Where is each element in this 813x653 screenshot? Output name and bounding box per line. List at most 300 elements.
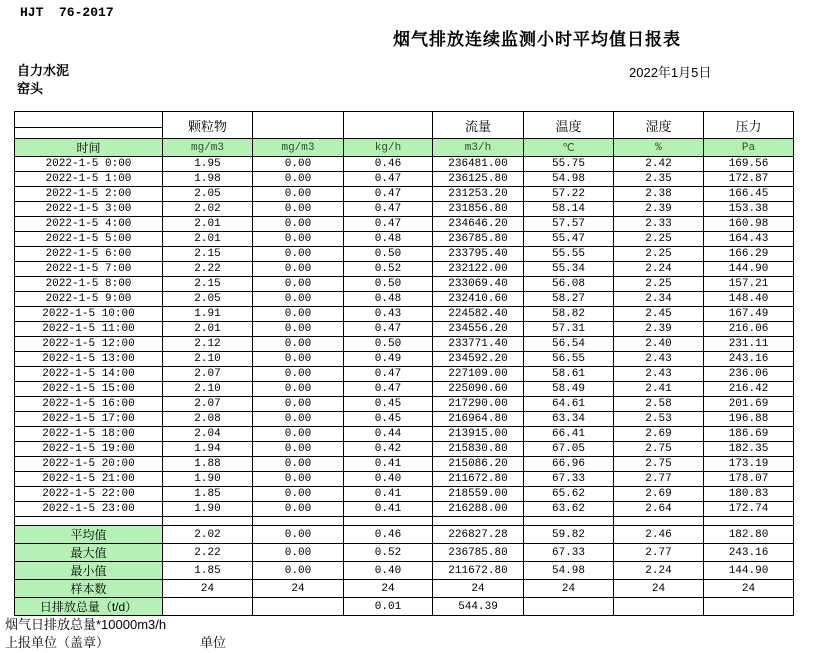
value-cell: 1.90	[163, 502, 253, 517]
value-cell: 236481.00	[433, 157, 524, 172]
value-cell: 216288.00	[433, 502, 524, 517]
value-cell: 233771.40	[433, 337, 524, 352]
value-cell: 232410.60	[433, 292, 524, 307]
table-row	[15, 217, 794, 232]
value-cell: 57.57	[524, 217, 614, 232]
value-cell: 234592.20	[433, 352, 524, 367]
summary-row	[15, 580, 794, 598]
table-row	[15, 337, 794, 352]
param-header-humidity: 湿度	[614, 112, 704, 139]
value-cell: 2.43	[614, 367, 704, 382]
value-cell: 0.41	[344, 457, 433, 472]
value-cell: 2.15	[163, 247, 253, 262]
value-cell: 0.00	[253, 187, 344, 202]
table-header	[15, 112, 794, 157]
value-cell: 0.00	[253, 442, 344, 457]
value-cell: 0.00	[253, 427, 344, 442]
value-cell: 1.95	[163, 157, 253, 172]
value-cell: 2.25	[614, 247, 704, 262]
value-cell: 0.41	[344, 487, 433, 502]
value-cell: 216.42	[704, 382, 794, 397]
time-cell: 2022-1-5 23:00	[15, 502, 163, 517]
value-cell: 2.77	[614, 472, 704, 487]
value-cell: 1.91	[163, 307, 253, 322]
time-cell: 2022-1-5 18:00	[15, 427, 163, 442]
table-row	[15, 427, 794, 442]
value-cell: 2.45	[614, 307, 704, 322]
table-row	[15, 352, 794, 367]
time-cell: 2022-1-5 10:00	[15, 307, 163, 322]
value-cell: 216964.80	[433, 412, 524, 427]
summary-row	[15, 544, 794, 562]
company-name: 自力水泥	[17, 63, 70, 78]
unit-header-1: mg/m3	[253, 139, 344, 157]
value-cell: 172.74	[704, 502, 794, 517]
value-cell: 169.56	[704, 157, 794, 172]
value-cell: 2.24	[614, 262, 704, 277]
value-cell: 153.38	[704, 202, 794, 217]
summary-value-cell: 2.02	[163, 526, 253, 544]
value-cell: 216.06	[704, 322, 794, 337]
value-cell: 56.55	[524, 352, 614, 367]
summary-value-cell	[253, 598, 344, 616]
value-cell: 0.00	[253, 397, 344, 412]
time-cell: 2022-1-5 21:00	[15, 472, 163, 487]
table-row	[15, 232, 794, 247]
time-cell: 2022-1-5 15:00	[15, 382, 163, 397]
table-row	[15, 157, 794, 172]
value-cell: 0.47	[344, 172, 433, 187]
time-cell: 2022-1-5 3:00	[15, 202, 163, 217]
value-cell: 2.10	[163, 352, 253, 367]
value-cell: 58.82	[524, 307, 614, 322]
value-cell: 2.43	[614, 352, 704, 367]
standard-code: HJT 76-2017	[20, 5, 114, 20]
value-cell: 160.98	[704, 217, 794, 232]
summary-label: 平均值	[15, 526, 163, 544]
value-cell: 54.98	[524, 172, 614, 187]
time-cell: 2022-1-5 9:00	[15, 292, 163, 307]
time-cell: 2022-1-5 19:00	[15, 442, 163, 457]
summary-value-cell: 211672.80	[433, 562, 524, 580]
value-cell: 55.55	[524, 247, 614, 262]
spacer-cell	[704, 517, 794, 526]
station-name: 窑头	[17, 81, 44, 96]
value-cell: 231253.20	[433, 187, 524, 202]
value-cell: 0.42	[344, 442, 433, 457]
value-cell: 2.64	[614, 502, 704, 517]
value-cell: 67.05	[524, 442, 614, 457]
value-cell: 56.54	[524, 337, 614, 352]
spacer-cell	[253, 517, 344, 526]
value-cell: 57.22	[524, 187, 614, 202]
value-cell: 1.85	[163, 487, 253, 502]
spacer-cell	[524, 517, 614, 526]
value-cell: 217290.00	[433, 397, 524, 412]
summary-value-cell: 144.90	[704, 562, 794, 580]
spacer-cell	[614, 517, 704, 526]
value-cell: 234556.20	[433, 322, 524, 337]
value-cell: 2.05	[163, 292, 253, 307]
value-cell: 2.02	[163, 202, 253, 217]
summary-value-cell: 0.00	[253, 544, 344, 562]
value-cell: 0.49	[344, 352, 433, 367]
time-cell: 2022-1-5 20:00	[15, 457, 163, 472]
time-cell: 2022-1-5 11:00	[15, 322, 163, 337]
value-cell: 2.39	[614, 202, 704, 217]
value-cell: 55.75	[524, 157, 614, 172]
summary-value-cell: 2.24	[614, 562, 704, 580]
value-cell: 0.00	[253, 172, 344, 187]
value-cell: 55.34	[524, 262, 614, 277]
value-cell: 0.00	[253, 412, 344, 427]
value-cell: 236.06	[704, 367, 794, 382]
value-cell: 1.98	[163, 172, 253, 187]
summary-value-cell	[614, 598, 704, 616]
value-cell: 213915.00	[433, 427, 524, 442]
value-cell: 231856.80	[433, 202, 524, 217]
value-cell: 0.00	[253, 472, 344, 487]
value-cell: 2.33	[614, 217, 704, 232]
value-cell: 0.47	[344, 202, 433, 217]
value-cell: 224582.40	[433, 307, 524, 322]
summary-value-cell	[163, 598, 253, 616]
value-cell: 2.39	[614, 322, 704, 337]
time-cell: 2022-1-5 16:00	[15, 397, 163, 412]
value-cell: 0.41	[344, 502, 433, 517]
value-cell: 1.90	[163, 472, 253, 487]
table-row	[15, 397, 794, 412]
table-row	[15, 172, 794, 187]
value-cell: 2.41	[614, 382, 704, 397]
value-cell: 0.00	[253, 457, 344, 472]
value-cell: 0.47	[344, 367, 433, 382]
value-cell: 2.25	[614, 277, 704, 292]
value-cell: 2.05	[163, 187, 253, 202]
value-cell: 211672.80	[433, 472, 524, 487]
time-header-cell: 时间	[15, 139, 163, 157]
value-cell: 232122.00	[433, 262, 524, 277]
summary-value-cell: 24	[163, 580, 253, 598]
value-cell: 215830.80	[433, 442, 524, 457]
summary-value-cell: 2.22	[163, 544, 253, 562]
value-cell: 0.00	[253, 202, 344, 217]
value-cell: 0.00	[253, 487, 344, 502]
value-cell: 0.00	[253, 277, 344, 292]
value-cell: 2.53	[614, 412, 704, 427]
unit-header-0: mg/m3	[163, 139, 253, 157]
table-row	[15, 292, 794, 307]
value-cell: 178.07	[704, 472, 794, 487]
time-cell: 2022-1-5 13:00	[15, 352, 163, 367]
time-cell: 2022-1-5 14:00	[15, 367, 163, 382]
value-cell: 2.75	[614, 442, 704, 457]
value-cell: 64.61	[524, 397, 614, 412]
summary-value-cell: 2.46	[614, 526, 704, 544]
value-cell: 0.47	[344, 382, 433, 397]
value-cell: 0.00	[253, 262, 344, 277]
value-cell: 157.21	[704, 277, 794, 292]
value-cell: 0.47	[344, 217, 433, 232]
unit-header-3: m3/h	[433, 139, 524, 157]
value-cell: 2.07	[163, 367, 253, 382]
summary-label: 最小值	[15, 562, 163, 580]
unit-header-5: %	[614, 139, 704, 157]
summary-value-cell: 24	[253, 580, 344, 598]
value-cell: 0.00	[253, 217, 344, 232]
unit-header-4: ℃	[524, 139, 614, 157]
value-cell: 0.45	[344, 397, 433, 412]
table-row	[15, 187, 794, 202]
summary-value-cell: 236785.80	[433, 544, 524, 562]
value-cell: 2.69	[614, 427, 704, 442]
summary-value-cell: 1.85	[163, 562, 253, 580]
value-cell: 144.90	[704, 262, 794, 277]
unit-header-2: kg/h	[344, 139, 433, 157]
time-header-top-cell	[15, 112, 163, 128]
value-cell: 67.33	[524, 472, 614, 487]
summary-value-cell: 0.46	[344, 526, 433, 544]
value-cell: 63.34	[524, 412, 614, 427]
table-row	[15, 277, 794, 292]
value-cell: 0.50	[344, 337, 433, 352]
spacer-row	[15, 517, 794, 526]
value-cell: 0.43	[344, 307, 433, 322]
summary-value-cell: 2.77	[614, 544, 704, 562]
value-cell: 2.01	[163, 232, 253, 247]
value-cell: 66.96	[524, 457, 614, 472]
value-cell: 180.83	[704, 487, 794, 502]
value-cell: 201.69	[704, 397, 794, 412]
time-cell: 2022-1-5 12:00	[15, 337, 163, 352]
value-cell: 148.40	[704, 292, 794, 307]
value-cell: 2.75	[614, 457, 704, 472]
time-cell: 2022-1-5 22:00	[15, 487, 163, 502]
value-cell: 173.19	[704, 457, 794, 472]
value-cell: 2.38	[614, 187, 704, 202]
unit-header-6: Pa	[704, 139, 794, 157]
table-row	[15, 412, 794, 427]
value-cell: 227109.00	[433, 367, 524, 382]
summary-value-cell: 67.33	[524, 544, 614, 562]
value-cell: 196.88	[704, 412, 794, 427]
value-cell: 186.69	[704, 427, 794, 442]
value-cell: 2.34	[614, 292, 704, 307]
value-cell: 172.87	[704, 172, 794, 187]
param-header-row	[15, 112, 794, 128]
value-cell: 0.47	[344, 322, 433, 337]
value-cell: 215086.20	[433, 457, 524, 472]
value-cell: 2.07	[163, 397, 253, 412]
param-header-particulate: 颗粒物	[163, 112, 253, 139]
summary-label: 最大值	[15, 544, 163, 562]
summary-value-cell: 0.40	[344, 562, 433, 580]
summary-value-cell: 24	[614, 580, 704, 598]
value-cell: 182.35	[704, 442, 794, 457]
summary-value-cell: 59.82	[524, 526, 614, 544]
value-cell: 2.40	[614, 337, 704, 352]
value-cell: 166.45	[704, 187, 794, 202]
time-cell: 2022-1-5 0:00	[15, 157, 163, 172]
page-title: 烟气排放连续监测小时平均值日报表	[393, 30, 681, 49]
value-cell: 0.00	[253, 352, 344, 367]
summary-value-cell: 0.00	[253, 526, 344, 544]
time-cell: 2022-1-5 7:00	[15, 262, 163, 277]
value-cell: 0.00	[253, 322, 344, 337]
table-row	[15, 442, 794, 457]
unit-header-row	[15, 139, 794, 157]
summary-row	[15, 598, 794, 616]
value-cell: 233069.40	[433, 277, 524, 292]
spacer-cell	[344, 517, 433, 526]
summary-value-cell	[524, 598, 614, 616]
value-cell: 234646.20	[433, 217, 524, 232]
table-row	[15, 322, 794, 337]
value-cell: 218559.00	[433, 487, 524, 502]
value-cell: 0.45	[344, 412, 433, 427]
value-cell: 2.69	[614, 487, 704, 502]
time-cell: 2022-1-5 4:00	[15, 217, 163, 232]
value-cell: 0.00	[253, 367, 344, 382]
value-cell: 166.29	[704, 247, 794, 262]
value-cell: 164.43	[704, 232, 794, 247]
value-cell: 65.62	[524, 487, 614, 502]
spacer-cell	[433, 517, 524, 526]
value-cell: 2.04	[163, 427, 253, 442]
time-cell: 2022-1-5 6:00	[15, 247, 163, 262]
value-cell: 0.00	[253, 307, 344, 322]
table-row	[15, 502, 794, 517]
value-cell: 58.49	[524, 382, 614, 397]
value-cell: 57.31	[524, 322, 614, 337]
value-cell: 56.08	[524, 277, 614, 292]
time-header-mid-cell	[15, 128, 163, 139]
value-cell: 2.01	[163, 322, 253, 337]
value-cell: 0.50	[344, 247, 433, 262]
summary-value-cell: 0.52	[344, 544, 433, 562]
report-date: 2022年1月5日	[629, 65, 712, 80]
param-header-blank-2	[344, 112, 433, 139]
summary-value-cell: 544.39	[433, 598, 524, 616]
spacer-cell	[15, 517, 163, 526]
value-cell: 167.49	[704, 307, 794, 322]
value-cell: 231.11	[704, 337, 794, 352]
value-cell: 58.27	[524, 292, 614, 307]
value-cell: 0.00	[253, 292, 344, 307]
summary-value-cell: 24	[704, 580, 794, 598]
value-cell: 58.14	[524, 202, 614, 217]
value-cell: 0.50	[344, 277, 433, 292]
summary-value-cell: 243.16	[704, 544, 794, 562]
value-cell: 243.16	[704, 352, 794, 367]
summary-value-cell: 54.98	[524, 562, 614, 580]
value-cell: 1.94	[163, 442, 253, 457]
summary-value-cell: 24	[524, 580, 614, 598]
table-row	[15, 457, 794, 472]
param-header-flow: 流量	[433, 112, 524, 139]
summary-label: 样本数	[15, 580, 163, 598]
value-cell: 2.10	[163, 382, 253, 397]
value-cell: 2.42	[614, 157, 704, 172]
value-cell: 236125.80	[433, 172, 524, 187]
value-cell: 2.01	[163, 217, 253, 232]
summary-label: 日排放总量（t/d）	[15, 598, 163, 616]
monitoring-table	[14, 111, 794, 616]
value-cell: 0.00	[253, 232, 344, 247]
param-header-temperature: 温度	[524, 112, 614, 139]
summary-row	[15, 562, 794, 580]
value-cell: 2.12	[163, 337, 253, 352]
value-cell: 233795.40	[433, 247, 524, 262]
value-cell: 55.47	[524, 232, 614, 247]
time-cell: 2022-1-5 2:00	[15, 187, 163, 202]
value-cell: 2.22	[163, 262, 253, 277]
value-cell: 2.58	[614, 397, 704, 412]
time-cell: 2022-1-5 5:00	[15, 232, 163, 247]
summary-value-cell: 24	[344, 580, 433, 598]
summary-value-cell: 226827.28	[433, 526, 524, 544]
value-cell: 2.25	[614, 232, 704, 247]
param-header-pressure: 压力	[704, 112, 794, 139]
spacer-cell	[163, 517, 253, 526]
table-row	[15, 382, 794, 397]
value-cell: 0.48	[344, 232, 433, 247]
table-row	[15, 202, 794, 217]
summary-value-cell: 24	[433, 580, 524, 598]
value-cell: 2.15	[163, 277, 253, 292]
value-cell: 2.35	[614, 172, 704, 187]
value-cell: 0.47	[344, 187, 433, 202]
value-cell: 0.48	[344, 292, 433, 307]
value-cell: 66.41	[524, 427, 614, 442]
summary-value-cell: 182.80	[704, 526, 794, 544]
table-row	[15, 367, 794, 382]
table-row	[15, 487, 794, 502]
value-cell: 225090.60	[433, 382, 524, 397]
value-cell: 236785.80	[433, 232, 524, 247]
time-cell: 2022-1-5 17:00	[15, 412, 163, 427]
summary-row	[15, 526, 794, 544]
value-cell: 0.00	[253, 337, 344, 352]
table-body	[15, 157, 794, 616]
table-row	[15, 247, 794, 262]
value-cell: 0.40	[344, 472, 433, 487]
summary-value-cell	[704, 598, 794, 616]
unit-label: 单位	[200, 635, 227, 650]
value-cell: 0.00	[253, 247, 344, 262]
report-org-label: 上报单位（盖章）	[5, 635, 110, 650]
value-cell: 2.08	[163, 412, 253, 427]
value-cell: 0.52	[344, 262, 433, 277]
table-row	[15, 307, 794, 322]
value-cell: 0.46	[344, 157, 433, 172]
table-row	[15, 262, 794, 277]
value-cell: 58.61	[524, 367, 614, 382]
summary-value-cell: 0.01	[344, 598, 433, 616]
table-row	[15, 472, 794, 487]
summary-value-cell: 0.00	[253, 562, 344, 580]
time-cell: 2022-1-5 1:00	[15, 172, 163, 187]
value-cell: 0.00	[253, 157, 344, 172]
value-cell: 63.62	[524, 502, 614, 517]
param-header-blank-1	[253, 112, 344, 139]
value-cell: 0.00	[253, 382, 344, 397]
value-cell: 0.44	[344, 427, 433, 442]
value-cell: 0.00	[253, 502, 344, 517]
value-cell: 1.88	[163, 457, 253, 472]
time-cell: 2022-1-5 8:00	[15, 277, 163, 292]
flow-total-note: 烟气日排放总量*10000m3/h	[5, 617, 167, 632]
